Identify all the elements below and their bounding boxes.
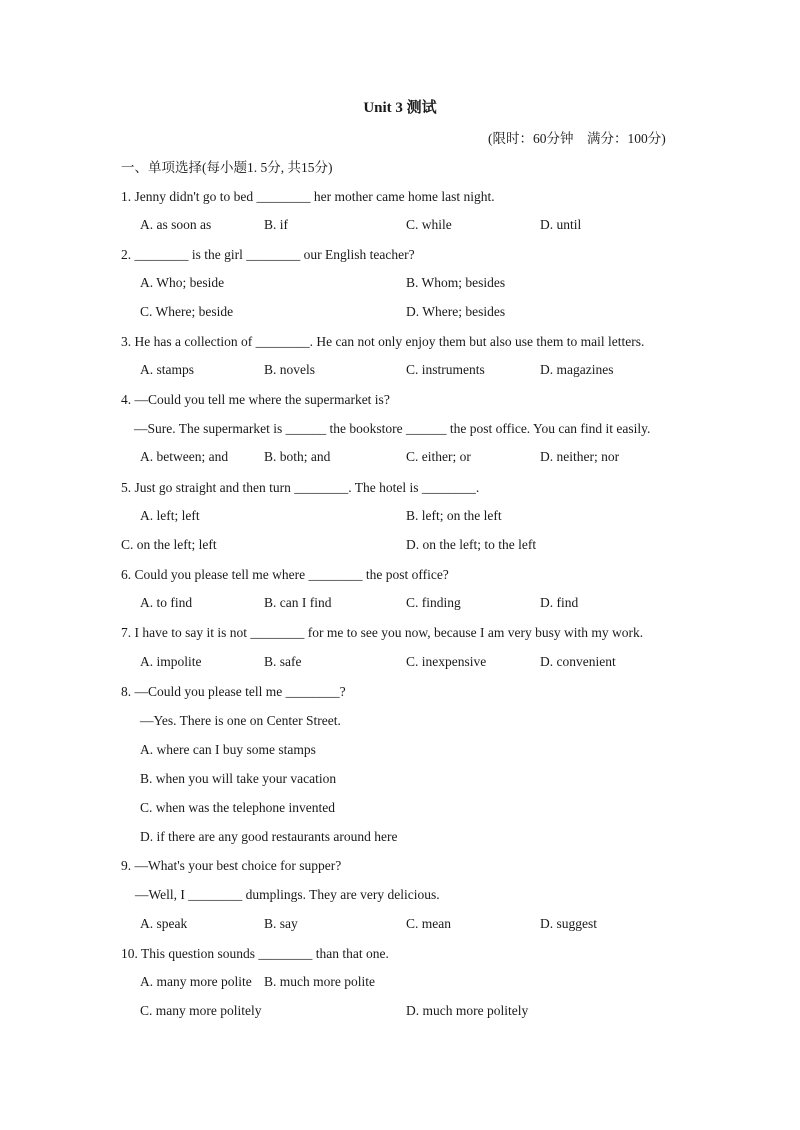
option-a: A. many more polite: [140, 974, 252, 989]
question-stem: 2. ________ is the girl ________ our English teacher?: [121, 247, 415, 262]
option-a: A. as soon as: [140, 217, 212, 232]
option-a: A. left; left: [140, 508, 200, 523]
option-c: C. while: [406, 217, 452, 232]
question-stem: 6. Could you please tell me where ________ the post office?: [121, 567, 449, 582]
question-stem: 7. I have to say it is not ________ for me to see you now, because I am very busy with my work.: [121, 625, 644, 640]
option-c: C. finding: [406, 595, 461, 610]
option-b: B. both; and: [264, 449, 331, 464]
option-b: B. left; on the left: [406, 508, 502, 523]
option-b: B. Whom; besides: [406, 275, 506, 290]
option-c: C. instruments: [406, 362, 485, 377]
option-a: A. between; and: [140, 449, 229, 464]
option-a: A. Who; beside: [140, 275, 225, 290]
option-c: C. either; or: [406, 449, 471, 464]
option-a: A. speak: [140, 916, 188, 931]
question-reply: —Yes. There is one on Center Street.: [140, 713, 341, 728]
option-d: D. much more politely: [406, 1003, 529, 1018]
question-stem: 10. This question sounds ________ than that one.: [121, 946, 389, 961]
page-title: Unit 3 测试: [363, 100, 437, 116]
question-stem: 9. —What's your best choice for supper?: [121, 858, 342, 873]
option-c: C. when was the telephone invented: [140, 800, 335, 815]
option-b: B. when you will take your vacation: [140, 771, 337, 786]
option-d: D. if there are any good restaurants around here: [140, 829, 398, 844]
option-d: D. until: [540, 217, 582, 232]
option-d: D. suggest: [540, 916, 597, 931]
question-stem: 8. —Could you please tell me ________?: [121, 684, 346, 699]
option-a: A. stamps: [140, 362, 194, 377]
option-d: D. Where; besides: [406, 304, 506, 319]
time-and-score-limit: (限时：60分钟 满分：100分): [488, 131, 666, 146]
option-a: A. impolite: [140, 654, 202, 669]
section-heading: 一、单项选择(每小题1. 5分, 共15分): [121, 160, 333, 175]
option-c: C. on the left; left: [121, 537, 217, 552]
option-d: D. on the left; to the left: [406, 537, 537, 552]
option-c: C. Where; beside: [140, 304, 234, 319]
option-b: B. if: [264, 217, 289, 232]
option-c: C. inexpensive: [406, 654, 487, 669]
option-b: B. novels: [264, 362, 316, 377]
option-c: C. many more politely: [140, 1003, 262, 1018]
question-stem: 5. Just go straight and then turn ________. The hotel is ________.: [121, 480, 480, 495]
question-stem: 1. Jenny didn't go to bed ________ her mother came home last night.: [121, 189, 495, 204]
question-stem: 4. —Could you tell me where the supermarket is?: [121, 392, 390, 407]
option-a: A. to find: [140, 595, 193, 610]
question-reply: —Well, I ________ dumplings. They are very delicious.: [135, 887, 440, 902]
option-d: D. neither; nor: [540, 449, 620, 464]
option-b: B. safe: [264, 654, 302, 669]
option-a: A. where can I buy some stamps: [140, 742, 316, 757]
question-stem: 3. He has a collection of ________. He can not only enjoy them but also use them to mail letters.: [121, 334, 645, 349]
option-b: B. much more polite: [264, 974, 375, 989]
option-b: B. say: [264, 916, 298, 931]
option-d: D. convenient: [540, 654, 616, 669]
option-c: C. mean: [406, 916, 451, 931]
question-reply: —Sure. The supermarket is ______ the bookstore ______ the post office. You can find it easily.: [134, 421, 651, 436]
option-d: D. find: [540, 595, 579, 610]
option-b: B. can I find: [264, 595, 332, 610]
option-d: D. magazines: [540, 362, 614, 377]
